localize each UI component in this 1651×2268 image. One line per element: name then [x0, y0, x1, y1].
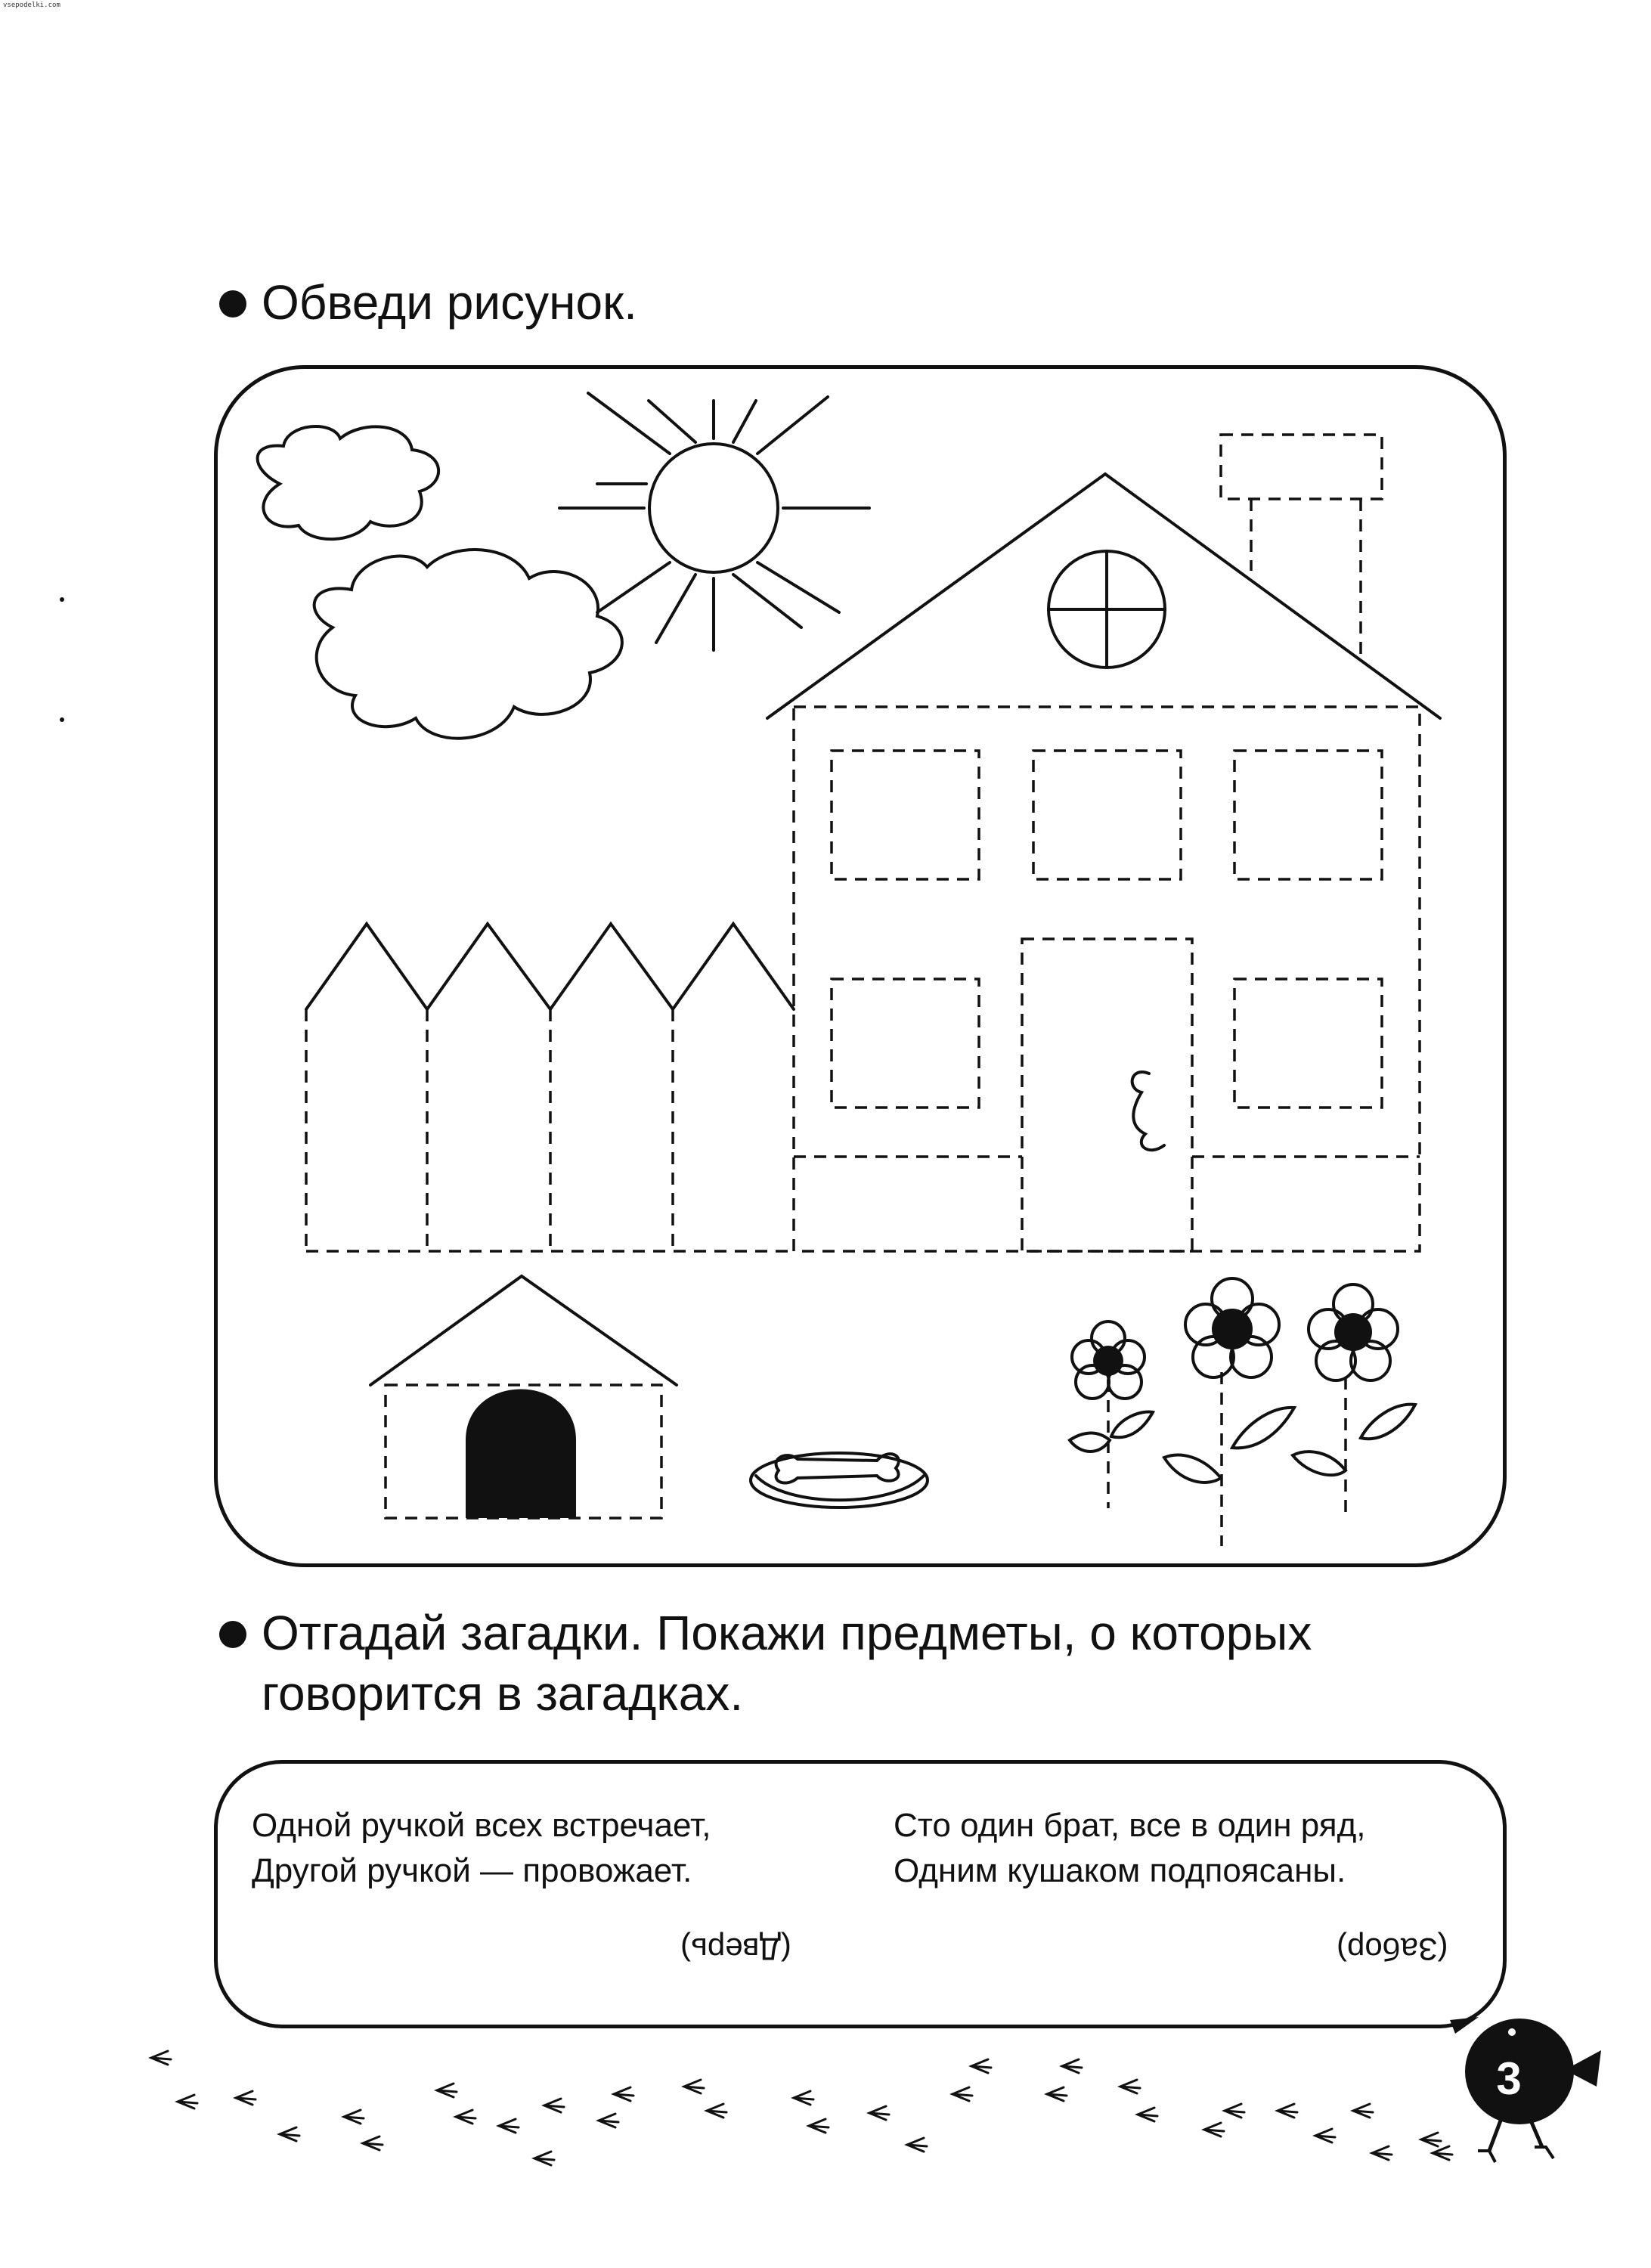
- margin-dot: [60, 597, 64, 602]
- flower-3-center: [1334, 1313, 1372, 1351]
- flower-2-center: [1212, 1309, 1253, 1349]
- site-watermark: vsepodelki.com: [3, 2, 60, 9]
- flower-stems: [1108, 1372, 1346, 1546]
- window-5: [1234, 979, 1382, 1108]
- doghouse-roof: [370, 1276, 677, 1385]
- bullet-icon: [219, 1621, 246, 1648]
- bird-footprints: [151, 2051, 1452, 2165]
- riddle-line: Одним кушаком подпоясаны.: [894, 1852, 1346, 1889]
- riddle-line: Другой ручкой — провожает.: [252, 1852, 692, 1889]
- cloud-large-icon: [314, 550, 622, 739]
- house-door: [1022, 939, 1192, 1251]
- riddle-answer-door: (Дверь): [680, 1932, 791, 1967]
- riddle-door: [252, 1803, 711, 1894]
- margin-dot: [60, 717, 64, 722]
- sun-icon: [559, 393, 869, 650]
- cloud-small-icon: [258, 426, 439, 539]
- fence-tops: [306, 924, 794, 1009]
- flower-leaves: [1070, 1405, 1415, 1483]
- window-2: [1033, 751, 1181, 879]
- door-handle-icon: [1132, 1072, 1164, 1150]
- attic-window-icon: [1049, 551, 1165, 668]
- riddle-line: Одной ручкой всех встречает,: [252, 1807, 711, 1844]
- page-number: 3: [1496, 2053, 1522, 2104]
- riddle-fence: [894, 1803, 1365, 1894]
- dog-bowl-icon: [751, 1453, 928, 1507]
- riddle-answer-fence: (Забор): [1337, 1932, 1448, 1967]
- house-roof: [767, 474, 1440, 718]
- task-riddles: [219, 1603, 1504, 1724]
- flower-1-center: [1093, 1346, 1123, 1376]
- window-1: [832, 751, 979, 879]
- riddles-frame: [214, 1760, 1507, 2028]
- task-riddles-line-1: Отгадай загадки. Покажи предметы, о которых: [262, 1606, 1312, 1660]
- bird-mascot-icon: [1450, 2017, 1601, 2162]
- window-3: [1234, 751, 1382, 879]
- riddle-line: Сто один брат, все в один ряд,: [894, 1807, 1366, 1844]
- chimney: [1221, 435, 1382, 659]
- doghouse-entrance: [466, 1390, 576, 1519]
- window-4: [832, 979, 979, 1108]
- task-riddles-line-2: говорится в загадках.: [262, 1666, 744, 1721]
- fence-boards: [306, 1009, 794, 1251]
- task-trace-text: Обведи рисунок.: [262, 275, 637, 330]
